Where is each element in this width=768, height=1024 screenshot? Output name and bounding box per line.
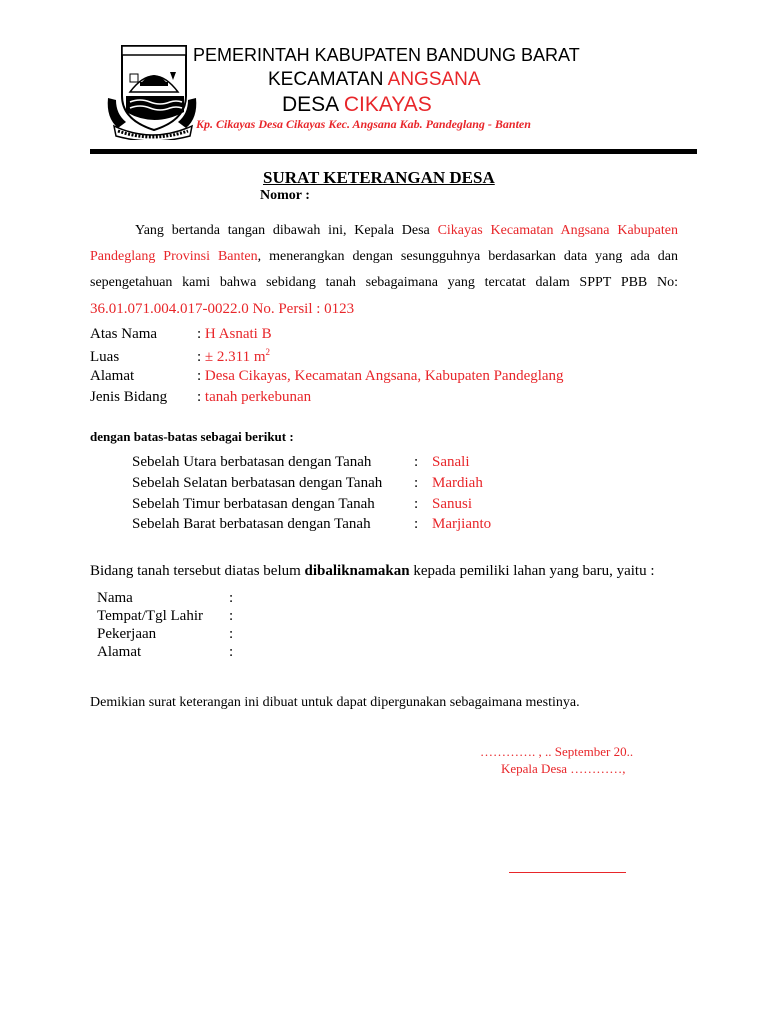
boundary-value: Mardiah: [432, 475, 483, 491]
boundary-label: Sebelah Utara berbatasan dengan Tanah: [132, 454, 372, 470]
header-government-line: PEMERINTAH KABUPATEN BANDUNG BARAT: [193, 45, 580, 65]
boundary-colon: :: [414, 496, 419, 512]
document-title: SURAT KETERANGAN DESA: [263, 168, 495, 187]
boundary-label: Sebelah Barat berbatasan dengan Tanah: [132, 516, 371, 532]
boundary-value: Sanusi: [432, 496, 473, 512]
detail-value: Desa Cikayas, Kecamatan Angsana, Kabupaten Pandeglang: [204, 368, 564, 384]
header-district-line: [268, 69, 481, 91]
transfer-text-2: kepada pemiliki lahan yang baru, yaitu :: [409, 563, 655, 579]
document-number-label: Nomor :: [260, 188, 310, 203]
intro-text-2: , menerangkan dengan sesungguhnya berdasarkan data yang ada dan sepengetahuan kami bahwa sebidang tanah sebagaimana yang tercatat dalam SPPT PBB No:: [90, 249, 678, 290]
detail-label: Jenis Bidang: [90, 389, 168, 405]
signature-line: [509, 872, 626, 873]
detail-label: Atas Nama: [90, 326, 158, 342]
closing-statement: Demikian surat keterangan ini dibuat untuk dapat dipergunakan sebagaimana mestinya.: [90, 695, 580, 710]
boundary-colon: :: [414, 475, 419, 491]
intro-paragraph: [90, 218, 678, 323]
header-village-line: [282, 93, 432, 117]
boundary-row: [132, 496, 472, 513]
new-owner-label: Pekerjaan: [97, 626, 157, 642]
boundary-row: [132, 516, 491, 533]
detail-value: H Asnati B: [204, 326, 272, 342]
new-owner-row: Pekerjaan :: [97, 626, 234, 642]
boundary-colon: :: [414, 454, 419, 470]
detail-value: ± 2.311 m: [204, 349, 266, 365]
new-owner-row: Alamat :: [97, 644, 234, 660]
detail-row: Alamat : Desa Cikayas, Kecamatan Angsana, Kabupaten Pandeglang: [90, 368, 564, 384]
new-owner-row: Nama :: [97, 590, 234, 606]
transfer-sentence: [90, 563, 655, 580]
detail-value: tanah perkebunan: [204, 389, 312, 405]
detail-label: Luas: [90, 349, 120, 365]
transfer-emphasis: dibaliknamakan: [304, 563, 410, 579]
boundary-row: [132, 475, 483, 492]
intro-text-1: Yang bertanda tangan dibawah ini, Kepala Desa: [135, 223, 438, 238]
detail-row: Jenis Bidang : tanah perkebunan: [90, 389, 312, 405]
boundary-value: Sanali: [432, 454, 470, 470]
new-owner-label: Nama: [97, 590, 133, 606]
header-district-prefix: KECAMATAN: [268, 69, 388, 90]
header-district-name: ANGSANA: [387, 69, 481, 90]
boundary-label: Sebelah Timur berbatasan dengan Tanah: [132, 496, 375, 512]
new-owner-row: Tempat/Tgl Lahir :: [97, 608, 234, 624]
header-address: Kp. Cikayas Desa Cikayas Kec. Angsana Kab. Pandeglang - Banten: [196, 117, 531, 131]
boundary-label: Sebelah Selatan berbatasan dengan Tanah: [132, 475, 383, 491]
new-owner-label: Tempat/Tgl Lahir: [97, 608, 203, 624]
detail-value-superscript: 2: [265, 347, 271, 357]
header-village-name: CIKAYAS: [343, 93, 432, 116]
regency-logo: [104, 42, 200, 140]
signature-title-line: Kepala Desa …………,: [501, 761, 626, 776]
detail-row: Luas : ± 2.311 $m^2$: [90, 347, 271, 365]
header-village-prefix: DESA: [282, 93, 344, 116]
intro-sppt-number: 36.01.071.004.017-0022.0 No. Persil : 0123: [90, 301, 355, 317]
detail-label: Alamat: [90, 368, 135, 384]
new-owner-label: Alamat: [97, 644, 142, 660]
boundary-colon: :: [414, 516, 419, 532]
intro-location: Cikayas Kecamatan Angsana Kabupaten Pandeglang Provinsi Banten: [90, 223, 678, 264]
transfer-text-1: Bidang tanah tersebut diatas belum: [90, 563, 305, 579]
boundary-row: [132, 454, 470, 471]
boundary-value: Marjianto: [432, 516, 492, 532]
header-divider: [90, 149, 697, 154]
detail-row: Atas Nama : H Asnati B: [90, 326, 272, 342]
boundaries-heading: dengan batas-batas sebagai berikut :: [90, 429, 294, 444]
signature-date-line: …………. , .. September 20..: [480, 744, 634, 759]
